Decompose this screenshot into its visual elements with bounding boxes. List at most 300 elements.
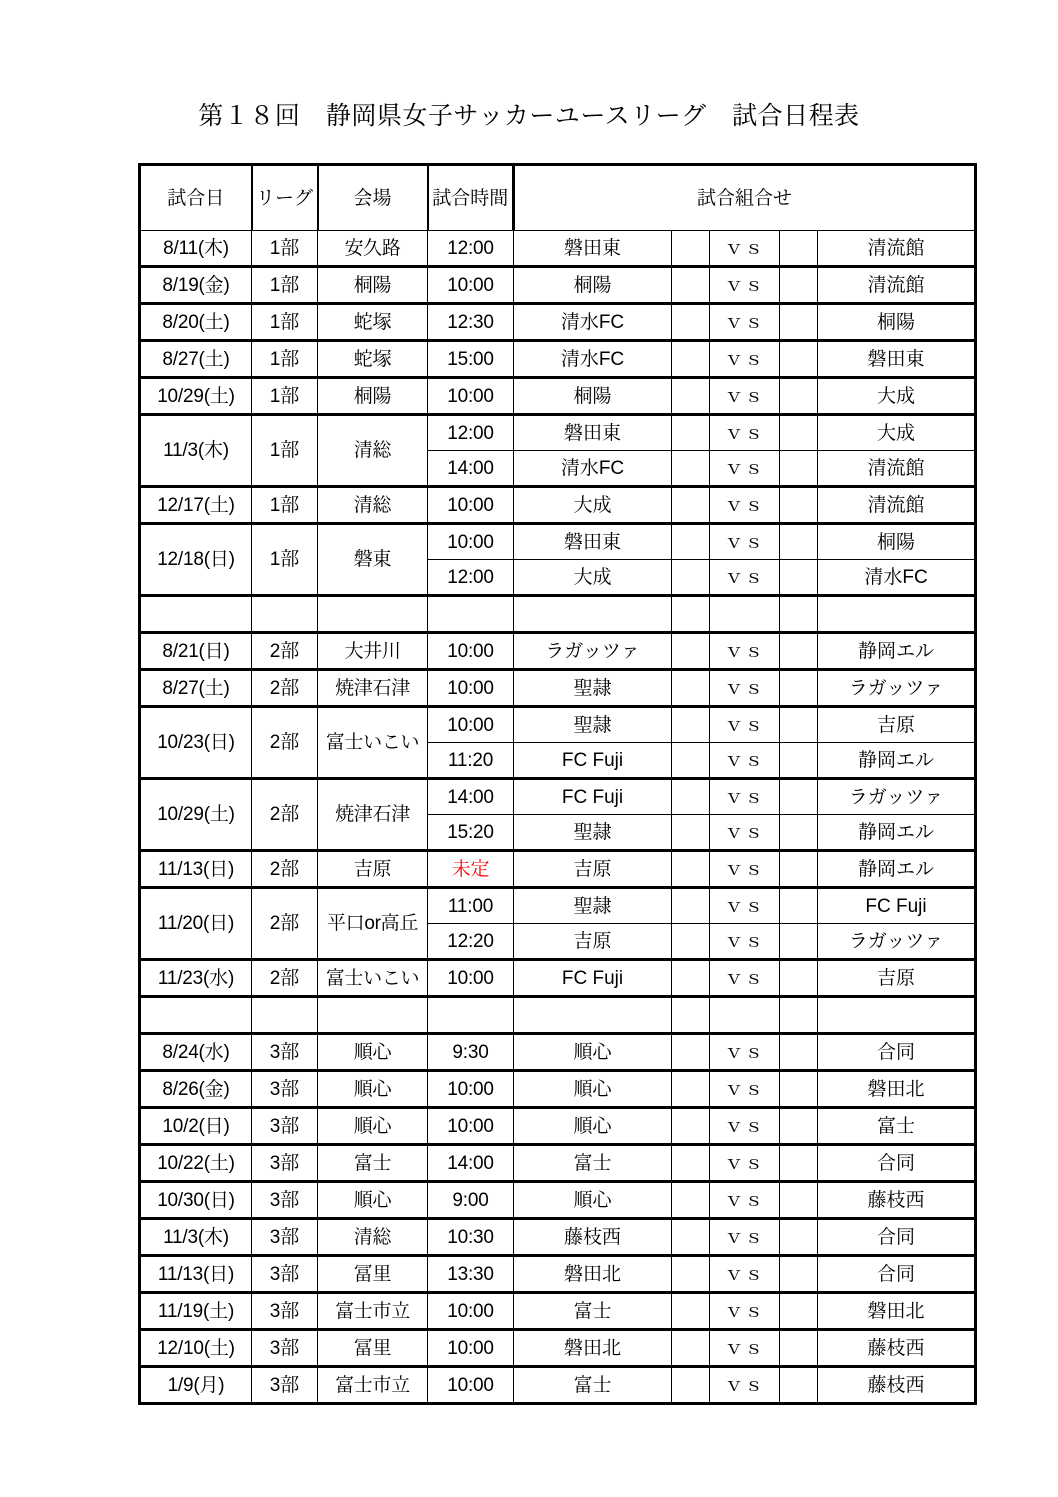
match-time-cell: 9:30 bbox=[428, 1034, 514, 1071]
match-vs-label: ｖｓ bbox=[710, 1182, 780, 1219]
match-away-team-cell: FC Fuji bbox=[818, 888, 976, 924]
match-home-score-cell bbox=[672, 415, 710, 451]
match-vs-label: ｖｓ bbox=[710, 1219, 780, 1256]
match-league-cell: 1部 bbox=[252, 231, 318, 267]
match-away-score-cell bbox=[780, 888, 818, 924]
match-home-team-cell: FC Fuji bbox=[514, 779, 672, 815]
separator-score2-cell bbox=[780, 997, 818, 1034]
match-home-team-cell: 清水FC bbox=[514, 304, 672, 341]
separator-league-cell bbox=[252, 596, 318, 633]
match-away-score-cell bbox=[780, 560, 818, 596]
match-home-team-cell: 藤枝西 bbox=[514, 1219, 672, 1256]
match-home-score-cell bbox=[672, 1219, 710, 1256]
column-header-league: リーグ bbox=[252, 165, 318, 231]
match-home-score-cell bbox=[672, 267, 710, 304]
match-home-score-cell bbox=[672, 851, 710, 888]
match-away-score-cell bbox=[780, 524, 818, 560]
match-vs-label: ｖｓ bbox=[710, 1034, 780, 1071]
match-home-score-cell bbox=[672, 1367, 710, 1404]
match-home-score-cell bbox=[672, 1182, 710, 1219]
match-away-score-cell bbox=[780, 415, 818, 451]
match-time-cell: 10:00 bbox=[428, 267, 514, 304]
separator-vs-cell bbox=[710, 997, 780, 1034]
match-league-cell: 3部 bbox=[252, 1108, 318, 1145]
table-header bbox=[140, 165, 976, 231]
match-away-score-cell bbox=[780, 378, 818, 415]
match-league-cell: 3部 bbox=[252, 1219, 318, 1256]
match-vs-label: ｖｓ bbox=[710, 451, 780, 487]
match-date-cell: 8/21(日) bbox=[140, 633, 252, 670]
separator-date-cell bbox=[140, 997, 252, 1034]
match-away-team-cell: 吉原 bbox=[818, 960, 976, 997]
match-away-team-cell: 清流館 bbox=[818, 267, 976, 304]
table-row bbox=[140, 524, 976, 560]
match-league-cell: 2部 bbox=[252, 670, 318, 707]
table-row bbox=[140, 888, 976, 924]
match-home-team-cell: 聖隷 bbox=[514, 670, 672, 707]
match-vs-label: ｖｓ bbox=[710, 815, 780, 851]
match-venue-cell: 大井川 bbox=[318, 633, 428, 670]
match-league-cell: 3部 bbox=[252, 1256, 318, 1293]
match-venue-cell: 桐陽 bbox=[318, 378, 428, 415]
match-home-score-cell bbox=[672, 960, 710, 997]
table-row bbox=[140, 341, 976, 378]
match-venue-cell: 富士市立 bbox=[318, 1367, 428, 1404]
match-league-cell: 3部 bbox=[252, 1330, 318, 1367]
separator-league-cell bbox=[252, 997, 318, 1034]
match-home-score-cell bbox=[672, 451, 710, 487]
separator-time-cell bbox=[428, 596, 514, 633]
match-vs-label: ｖｓ bbox=[710, 670, 780, 707]
match-home-team-cell: FC Fuji bbox=[514, 960, 672, 997]
match-venue-cell: 焼津石津 bbox=[318, 670, 428, 707]
match-away-score-cell bbox=[780, 960, 818, 997]
match-venue-cell: 焼津石津 bbox=[318, 779, 428, 851]
match-away-team-cell: 磐田北 bbox=[818, 1071, 976, 1108]
match-date-cell: 11/3(木) bbox=[140, 1219, 252, 1256]
table-row bbox=[140, 1219, 976, 1256]
match-home-team-cell: 清水FC bbox=[514, 341, 672, 378]
match-away-score-cell bbox=[780, 487, 818, 524]
match-away-score-cell bbox=[780, 267, 818, 304]
match-schedule-table bbox=[138, 163, 977, 1405]
match-date-cell: 11/20(日) bbox=[140, 888, 252, 960]
match-home-score-cell bbox=[672, 1071, 710, 1108]
match-league-cell: 1部 bbox=[252, 524, 318, 596]
match-vs-label: ｖｓ bbox=[710, 1071, 780, 1108]
match-home-score-cell bbox=[672, 1330, 710, 1367]
table-row bbox=[140, 304, 976, 341]
match-home-team-cell: 桐陽 bbox=[514, 267, 672, 304]
match-home-score-cell bbox=[672, 378, 710, 415]
table-row bbox=[140, 1256, 976, 1293]
match-away-score-cell bbox=[780, 1108, 818, 1145]
match-away-team-cell: 磐田東 bbox=[818, 341, 976, 378]
column-header-date: 試合日 bbox=[140, 165, 252, 231]
match-away-team-cell: 合同 bbox=[818, 1034, 976, 1071]
match-venue-cell: 清総 bbox=[318, 1219, 428, 1256]
match-date-cell: 11/23(水) bbox=[140, 960, 252, 997]
match-home-score-cell bbox=[672, 1256, 710, 1293]
match-home-team-cell: 磐田東 bbox=[514, 415, 672, 451]
match-league-cell: 2部 bbox=[252, 779, 318, 851]
table-row bbox=[140, 415, 976, 451]
table-row bbox=[140, 1182, 976, 1219]
table-row bbox=[140, 1034, 976, 1071]
match-date-cell: 10/2(日) bbox=[140, 1108, 252, 1145]
separator-vs-cell bbox=[710, 596, 780, 633]
match-vs-label: ｖｓ bbox=[710, 707, 780, 743]
match-away-team-cell: 静岡エル bbox=[818, 815, 976, 851]
match-away-score-cell bbox=[780, 1367, 818, 1404]
match-vs-label: ｖｓ bbox=[710, 851, 780, 888]
table-row bbox=[140, 1330, 976, 1367]
match-home-team-cell: 大成 bbox=[514, 560, 672, 596]
table-row bbox=[140, 487, 976, 524]
table-row bbox=[140, 633, 976, 670]
match-time-cell: 10:00 bbox=[428, 487, 514, 524]
match-home-team-cell: 吉原 bbox=[514, 924, 672, 960]
table-row bbox=[140, 231, 976, 267]
match-home-score-cell bbox=[672, 779, 710, 815]
match-away-score-cell bbox=[780, 1145, 818, 1182]
match-date-cell: 8/19(金) bbox=[140, 267, 252, 304]
match-time-cell: 10:30 bbox=[428, 1219, 514, 1256]
match-date-cell: 11/13(日) bbox=[140, 851, 252, 888]
match-league-cell: 2部 bbox=[252, 707, 318, 779]
match-away-team-cell: 合同 bbox=[818, 1219, 976, 1256]
table-row bbox=[140, 851, 976, 888]
match-away-team-cell: 清水FC bbox=[818, 560, 976, 596]
match-league-cell: 2部 bbox=[252, 888, 318, 960]
match-vs-label: ｖｓ bbox=[710, 415, 780, 451]
match-away-team-cell: 清流館 bbox=[818, 487, 976, 524]
match-away-score-cell bbox=[780, 304, 818, 341]
table-row bbox=[140, 1071, 976, 1108]
match-away-score-cell bbox=[780, 341, 818, 378]
table-row bbox=[140, 378, 976, 415]
match-home-team-cell: 桐陽 bbox=[514, 378, 672, 415]
match-home-score-cell bbox=[672, 924, 710, 960]
match-home-team-cell: 吉原 bbox=[514, 851, 672, 888]
table-row bbox=[140, 670, 976, 707]
match-away-team-cell: 静岡エル bbox=[818, 633, 976, 670]
match-time-cell: 12:00 bbox=[428, 560, 514, 596]
match-vs-label: ｖｓ bbox=[710, 378, 780, 415]
match-away-team-cell: 桐陽 bbox=[818, 524, 976, 560]
match-vs-label: ｖｓ bbox=[710, 524, 780, 560]
match-home-score-cell bbox=[672, 743, 710, 779]
match-away-team-cell: 藤枝西 bbox=[818, 1330, 976, 1367]
match-away-score-cell bbox=[780, 670, 818, 707]
match-date-cell: 10/22(土) bbox=[140, 1145, 252, 1182]
match-venue-cell: 順心 bbox=[318, 1034, 428, 1071]
match-home-team-cell: ラガッツァ bbox=[514, 633, 672, 670]
section-separator-row bbox=[140, 596, 976, 633]
match-vs-label: ｖｓ bbox=[710, 924, 780, 960]
match-away-team-cell: 藤枝西 bbox=[818, 1367, 976, 1404]
match-away-team-cell: 桐陽 bbox=[818, 304, 976, 341]
match-home-score-cell bbox=[672, 633, 710, 670]
table-row bbox=[140, 960, 976, 997]
match-home-team-cell: 磐田北 bbox=[514, 1330, 672, 1367]
match-time-cell: 14:00 bbox=[428, 1145, 514, 1182]
match-league-cell: 2部 bbox=[252, 633, 318, 670]
match-away-team-cell: 大成 bbox=[818, 415, 976, 451]
match-away-team-cell: ラガッツァ bbox=[818, 779, 976, 815]
match-venue-cell: 磐東 bbox=[318, 524, 428, 596]
match-away-score-cell bbox=[780, 1034, 818, 1071]
match-vs-label: ｖｓ bbox=[710, 560, 780, 596]
match-away-score-cell bbox=[780, 743, 818, 779]
match-time-cell: 12:00 bbox=[428, 415, 514, 451]
match-home-score-cell bbox=[672, 231, 710, 267]
table-body bbox=[140, 231, 976, 1404]
match-league-cell: 1部 bbox=[252, 415, 318, 487]
separator-score2-cell bbox=[780, 596, 818, 633]
match-venue-cell: 富士いこい bbox=[318, 707, 428, 779]
match-home-score-cell bbox=[672, 487, 710, 524]
match-league-cell: 1部 bbox=[252, 267, 318, 304]
match-vs-label: ｖｓ bbox=[710, 1108, 780, 1145]
match-home-score-cell bbox=[672, 1108, 710, 1145]
match-vs-label: ｖｓ bbox=[710, 1256, 780, 1293]
separator-team1-cell bbox=[514, 997, 672, 1034]
match-away-score-cell bbox=[780, 707, 818, 743]
match-away-score-cell bbox=[780, 1071, 818, 1108]
match-home-score-cell bbox=[672, 888, 710, 924]
match-venue-cell: 冨里 bbox=[318, 1256, 428, 1293]
match-home-team-cell: 聖隷 bbox=[514, 888, 672, 924]
match-venue-cell: 蛇塚 bbox=[318, 304, 428, 341]
column-header-time: 試合時間 bbox=[428, 165, 514, 231]
match-away-score-cell bbox=[780, 779, 818, 815]
match-time-cell: 10:00 bbox=[428, 378, 514, 415]
match-away-score-cell bbox=[780, 633, 818, 670]
match-home-team-cell: 聖隷 bbox=[514, 815, 672, 851]
match-home-score-cell bbox=[672, 707, 710, 743]
match-time-cell: 12:00 bbox=[428, 231, 514, 267]
match-away-score-cell bbox=[780, 1182, 818, 1219]
match-league-cell: 1部 bbox=[252, 341, 318, 378]
match-vs-label: ｖｓ bbox=[710, 743, 780, 779]
match-date-cell: 8/27(土) bbox=[140, 670, 252, 707]
match-away-team-cell: 富士 bbox=[818, 1108, 976, 1145]
match-venue-cell: 桐陽 bbox=[318, 267, 428, 304]
match-time-cell: 10:00 bbox=[428, 670, 514, 707]
match-home-team-cell: 順心 bbox=[514, 1108, 672, 1145]
match-date-cell: 1/9(月) bbox=[140, 1367, 252, 1404]
match-venue-cell: 清総 bbox=[318, 415, 428, 487]
page-title: 第１８回 静岡県女子サッカーユースリーグ 試合日程表 bbox=[198, 102, 860, 130]
match-time-cell: 10:00 bbox=[428, 524, 514, 560]
separator-date-cell bbox=[140, 596, 252, 633]
match-home-team-cell: 聖隷 bbox=[514, 707, 672, 743]
separator-score1-cell bbox=[672, 997, 710, 1034]
match-time-cell: 15:00 bbox=[428, 341, 514, 378]
match-away-team-cell: 大成 bbox=[818, 378, 976, 415]
table-row bbox=[140, 1367, 976, 1404]
match-date-cell: 11/13(日) bbox=[140, 1256, 252, 1293]
match-away-team-cell: 合同 bbox=[818, 1145, 976, 1182]
match-home-team-cell: 順心 bbox=[514, 1182, 672, 1219]
match-date-cell: 10/23(日) bbox=[140, 707, 252, 779]
match-time-cell: 12:30 bbox=[428, 304, 514, 341]
match-home-team-cell: 磐田東 bbox=[514, 524, 672, 560]
header-row bbox=[140, 165, 976, 231]
match-date-cell: 8/11(木) bbox=[140, 231, 252, 267]
match-home-team-cell: 富士 bbox=[514, 1293, 672, 1330]
match-date-cell: 8/20(土) bbox=[140, 304, 252, 341]
match-vs-label: ｖｓ bbox=[710, 888, 780, 924]
table-row bbox=[140, 779, 976, 815]
table-row bbox=[140, 1108, 976, 1145]
match-away-team-cell: ラガッツァ bbox=[818, 924, 976, 960]
match-away-score-cell bbox=[780, 451, 818, 487]
match-venue-cell: 平口or高丘 bbox=[318, 888, 428, 960]
match-league-cell: 3部 bbox=[252, 1182, 318, 1219]
match-date-cell: 8/24(水) bbox=[140, 1034, 252, 1071]
match-venue-cell: 冨里 bbox=[318, 1330, 428, 1367]
match-vs-label: ｖｓ bbox=[710, 1367, 780, 1404]
match-venue-cell: 吉原 bbox=[318, 851, 428, 888]
table-row bbox=[140, 1145, 976, 1182]
section-separator-row bbox=[140, 997, 976, 1034]
match-vs-label: ｖｓ bbox=[710, 487, 780, 524]
match-vs-label: ｖｓ bbox=[710, 1330, 780, 1367]
table-row bbox=[140, 1293, 976, 1330]
match-venue-cell: 順心 bbox=[318, 1071, 428, 1108]
match-time-cell: 14:00 bbox=[428, 779, 514, 815]
match-date-cell: 12/18(日) bbox=[140, 524, 252, 596]
match-away-team-cell: 清流館 bbox=[818, 231, 976, 267]
match-away-team-cell: 磐田北 bbox=[818, 1293, 976, 1330]
match-time-cell: 13:30 bbox=[428, 1256, 514, 1293]
match-league-cell: 3部 bbox=[252, 1367, 318, 1404]
match-date-cell: 8/27(土) bbox=[140, 341, 252, 378]
match-away-team-cell: 吉原 bbox=[818, 707, 976, 743]
match-home-score-cell bbox=[672, 304, 710, 341]
match-date-cell: 10/29(土) bbox=[140, 378, 252, 415]
match-time-tbd-cell: 未定 bbox=[428, 851, 514, 888]
match-time-cell: 12:20 bbox=[428, 924, 514, 960]
match-date-cell: 12/17(土) bbox=[140, 487, 252, 524]
match-league-cell: 3部 bbox=[252, 1145, 318, 1182]
match-vs-label: ｖｓ bbox=[710, 341, 780, 378]
match-time-cell: 9:00 bbox=[428, 1182, 514, 1219]
match-venue-cell: 清総 bbox=[318, 487, 428, 524]
match-time-cell: 10:00 bbox=[428, 1108, 514, 1145]
match-home-team-cell: 清水FC bbox=[514, 451, 672, 487]
match-home-score-cell bbox=[672, 1034, 710, 1071]
match-time-cell: 10:00 bbox=[428, 1071, 514, 1108]
match-vs-label: ｖｓ bbox=[710, 1145, 780, 1182]
separator-team1-cell bbox=[514, 596, 672, 633]
match-away-team-cell: ラガッツァ bbox=[818, 670, 976, 707]
match-league-cell: 2部 bbox=[252, 851, 318, 888]
match-date-cell: 12/10(土) bbox=[140, 1330, 252, 1367]
match-home-score-cell bbox=[672, 1293, 710, 1330]
match-league-cell: 1部 bbox=[252, 487, 318, 524]
match-away-team-cell: 合同 bbox=[818, 1256, 976, 1293]
match-home-score-cell bbox=[672, 1145, 710, 1182]
match-away-team-cell: 清流館 bbox=[818, 451, 976, 487]
match-home-score-cell bbox=[672, 560, 710, 596]
match-vs-label: ｖｓ bbox=[710, 779, 780, 815]
separator-team2-cell bbox=[818, 997, 976, 1034]
column-header-matchup: 試合組合せ bbox=[514, 165, 976, 231]
match-away-team-cell: 静岡エル bbox=[818, 743, 976, 779]
match-home-score-cell bbox=[672, 341, 710, 378]
match-league-cell: 2部 bbox=[252, 960, 318, 997]
match-time-cell: 10:00 bbox=[428, 707, 514, 743]
match-home-score-cell bbox=[672, 524, 710, 560]
match-home-team-cell: 順心 bbox=[514, 1034, 672, 1071]
match-away-team-cell: 静岡エル bbox=[818, 851, 976, 888]
match-date-cell: 10/29(土) bbox=[140, 779, 252, 851]
match-vs-label: ｖｓ bbox=[710, 304, 780, 341]
match-away-score-cell bbox=[780, 1256, 818, 1293]
match-home-team-cell: 富士 bbox=[514, 1145, 672, 1182]
match-vs-label: ｖｓ bbox=[710, 960, 780, 997]
match-time-cell: 10:00 bbox=[428, 1293, 514, 1330]
match-time-cell: 14:00 bbox=[428, 451, 514, 487]
match-league-cell: 3部 bbox=[252, 1034, 318, 1071]
match-venue-cell: 順心 bbox=[318, 1182, 428, 1219]
match-date-cell: 11/3(木) bbox=[140, 415, 252, 487]
match-away-score-cell bbox=[780, 231, 818, 267]
match-vs-label: ｖｓ bbox=[710, 267, 780, 304]
match-venue-cell: 蛇塚 bbox=[318, 341, 428, 378]
match-league-cell: 1部 bbox=[252, 378, 318, 415]
match-away-score-cell bbox=[780, 1293, 818, 1330]
match-home-team-cell: FC Fuji bbox=[514, 743, 672, 779]
match-league-cell: 3部 bbox=[252, 1293, 318, 1330]
match-time-cell: 10:00 bbox=[428, 633, 514, 670]
separator-venue-cell bbox=[318, 997, 428, 1034]
match-vs-label: ｖｓ bbox=[710, 633, 780, 670]
match-time-cell: 10:00 bbox=[428, 1330, 514, 1367]
separator-time-cell bbox=[428, 997, 514, 1034]
match-away-score-cell bbox=[780, 815, 818, 851]
column-header-venue: 会場 bbox=[318, 165, 428, 231]
match-home-team-cell: 富士 bbox=[514, 1367, 672, 1404]
match-home-team-cell: 磐田東 bbox=[514, 231, 672, 267]
match-time-cell: 11:00 bbox=[428, 888, 514, 924]
match-venue-cell: 順心 bbox=[318, 1108, 428, 1145]
match-vs-label: ｖｓ bbox=[710, 1293, 780, 1330]
match-venue-cell: 富士 bbox=[318, 1145, 428, 1182]
match-home-score-cell bbox=[672, 670, 710, 707]
match-time-cell: 10:00 bbox=[428, 960, 514, 997]
match-venue-cell: 安久路 bbox=[318, 231, 428, 267]
match-home-team-cell: 大成 bbox=[514, 487, 672, 524]
table-row bbox=[140, 707, 976, 743]
match-league-cell: 1部 bbox=[252, 304, 318, 341]
match-home-score-cell bbox=[672, 815, 710, 851]
match-home-team-cell: 順心 bbox=[514, 1071, 672, 1108]
match-time-cell: 10:00 bbox=[428, 1367, 514, 1404]
match-away-score-cell bbox=[780, 924, 818, 960]
match-date-cell: 8/26(金) bbox=[140, 1071, 252, 1108]
separator-score1-cell bbox=[672, 596, 710, 633]
match-date-cell: 10/30(日) bbox=[140, 1182, 252, 1219]
match-away-score-cell bbox=[780, 851, 818, 888]
match-time-cell: 11:20 bbox=[428, 743, 514, 779]
match-venue-cell: 富士いこい bbox=[318, 960, 428, 997]
match-time-cell: 15:20 bbox=[428, 815, 514, 851]
separator-team2-cell bbox=[818, 596, 976, 633]
